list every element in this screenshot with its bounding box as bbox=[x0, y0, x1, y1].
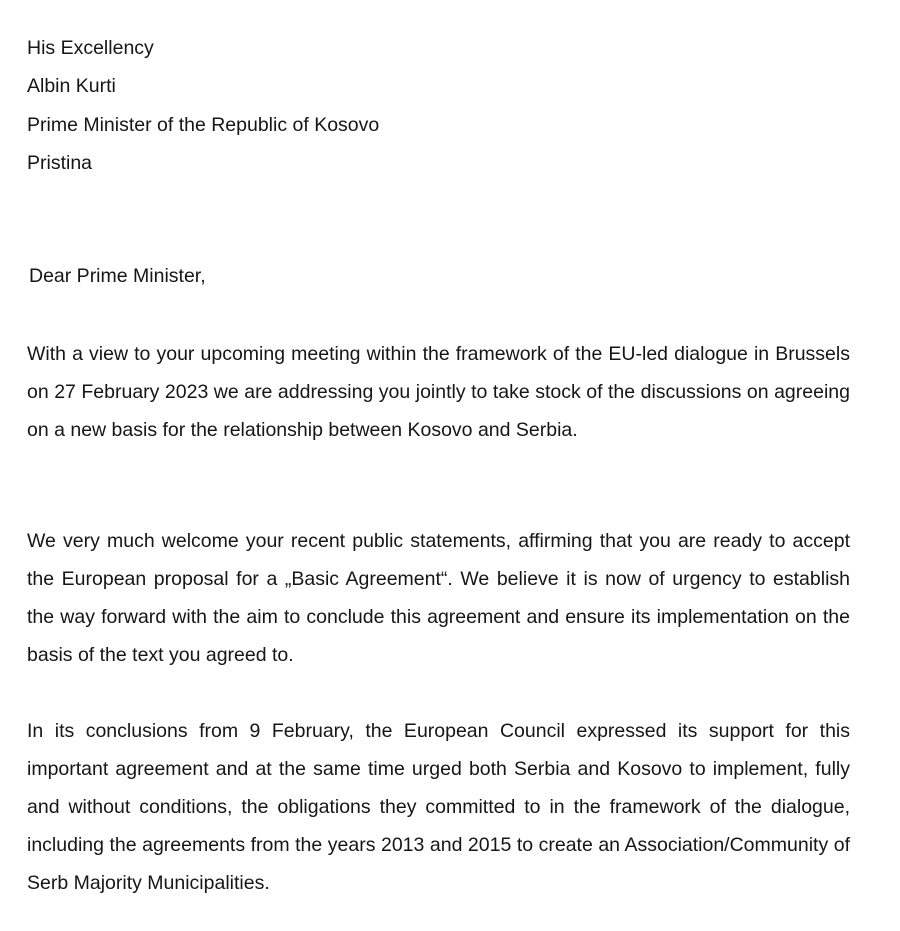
paragraph-1: With a view to your upcoming meeting within the framework of the EU-led dialogue in Brussels on 27 February 2023 we are addressing you jointly to take stock of the discussions on agreeing on a new basis for the relationship between Kosovo and Serbia. bbox=[27, 343, 850, 441]
paragraph-3: In its conclusions from 9 February, the European Council expressed its support for this important agreement and at the same time urged both Serbia and Kosovo to implement, fully and without conditions, the obligations they committed to in the framework of the dialogue, including the agreements from the years 2013 and 2015 to create an Association/Community of Serb Majority Municipalities. bbox=[27, 720, 850, 894]
paragraph-2: We very much welcome your recent public statements, affirming that you are ready to accept the European proposal for a „Basic Agreement“. We believe it is now of urgency to establish the way forward with the aim to conclude this agreement and ensure its implementation on the basis of the text you agreed to. bbox=[27, 530, 850, 666]
address-line-name: Albin Kurti bbox=[27, 75, 116, 98]
recipient-address bbox=[27, 29, 379, 182]
salutation: Dear Prime Minister, bbox=[29, 265, 206, 287]
address-line-city: Pristina bbox=[27, 151, 93, 174]
address-line-position: Prime Minister of the Republic of Kosovo bbox=[27, 113, 380, 136]
address-line-title: His Excellency bbox=[27, 37, 154, 59]
